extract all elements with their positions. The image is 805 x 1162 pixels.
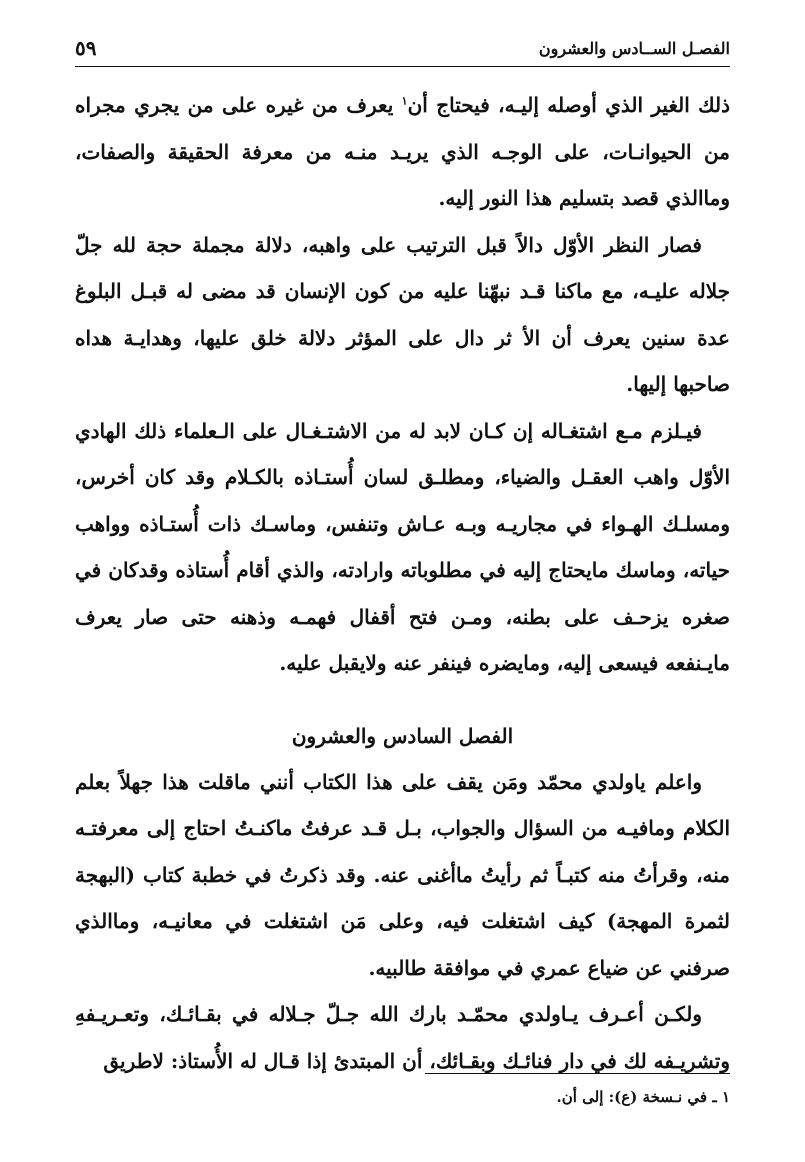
- running-title: الفصـل الســادس والعشرون: [538, 38, 730, 58]
- page-header: [75, 30, 730, 67]
- paragraph-1: [75, 82, 730, 222]
- section-title: الفصل السادس والعشرون: [291, 723, 514, 748]
- section-paragraph-2: ولكـن أعـرف يـاولدي محمّـد بارك الله جـلّ جـلاله في بقـائـك، وتعـريـفهِ وتشريـفه لك في دار فنائـك وبقـائك، أن المبتدئ إذا قـال له الأُستاذ: لاطريق: [75, 1002, 730, 1073]
- paragraph-1-text: ذلك الغير الذي أوصله إليـه، فيحتاج أن: [407, 93, 730, 117]
- page-body: [75, 82, 730, 1084]
- page-number: ٥٩: [75, 36, 97, 60]
- paragraph-1-text-rest: يعرف من غيره على من يجري مجراه من الحيوانـات، على الوجـه الذي يريـد منـه من معرفة الحقيقة والصفات، وماالذي قصد بتسليم هذا النور إليه.: [75, 93, 730, 210]
- footnote-divider: [425, 1073, 730, 1074]
- paragraph-3: فيـلزم مـع اشتغـاله إن كـان لابد له من الاشتـغـال على الـعلماء ذلك الهادي الأوّل واهب العقـل والضياء، ومطلـق لسان أُستـاذه بالكـلام وقد كان أخرس، ومسلـك الهـواء في مجاريـه وبـه عـاش وتنفس، وماسـك ذات أُستـاذه وواهب حياته، وماسك مايحتاج إليه في مطلوباته وارادته، والذي أقام أُستاذه وقدكان في صغره يزحـف على بطنه، ومـن فتح أقفال فهمـه وذهنه حتى صار يعرف مايـنفعه فيسعى إليه، ومايضره فينفر عنه ولايقبل عليه.: [75, 418, 730, 675]
- footnote: ١ ـ في نـسخة (ع): إلى أن.: [556, 1088, 730, 1106]
- footnote-marker: ١: [401, 94, 408, 108]
- section-paragraph-1: واعلم ياولدي محمّد ومَن يقف على هذا الكتاب أنني ماقلت هذا جهلاً بعلم الكلام ومافيـه من السؤال والجواب، بـل قـد عرفتُ ماكنـتُ احتاج إلى معرفتـه منه، وقرأتُ منه كتبـاً ثم رأيتُ ماأغنى عنه. وقد ذكرتُ في خطبة كتاب (البهجة لثمرة المهجة) كيف اشتغلت فيه، وعلى مَن اشتغلت في معانيـه، وماالذي صرفني عن ضياع عمري في موافقة طالبيه.: [75, 769, 731, 980]
- paragraph-2: فصار النظر الأوّل دالاً قبل الترتيب على واهبه، دلالة مجملة حجة لله جلّ جلاله عليـه، مع ماكنا قـد نبهّنا عليه من كون الإنسان قد مضى له قبـل البلوغ عدة سنين يعرف أن الأ ثر دال على المؤثر دلالة خلق عليها، وهدايـة هداه صاحبها إليها.: [75, 232, 730, 396]
